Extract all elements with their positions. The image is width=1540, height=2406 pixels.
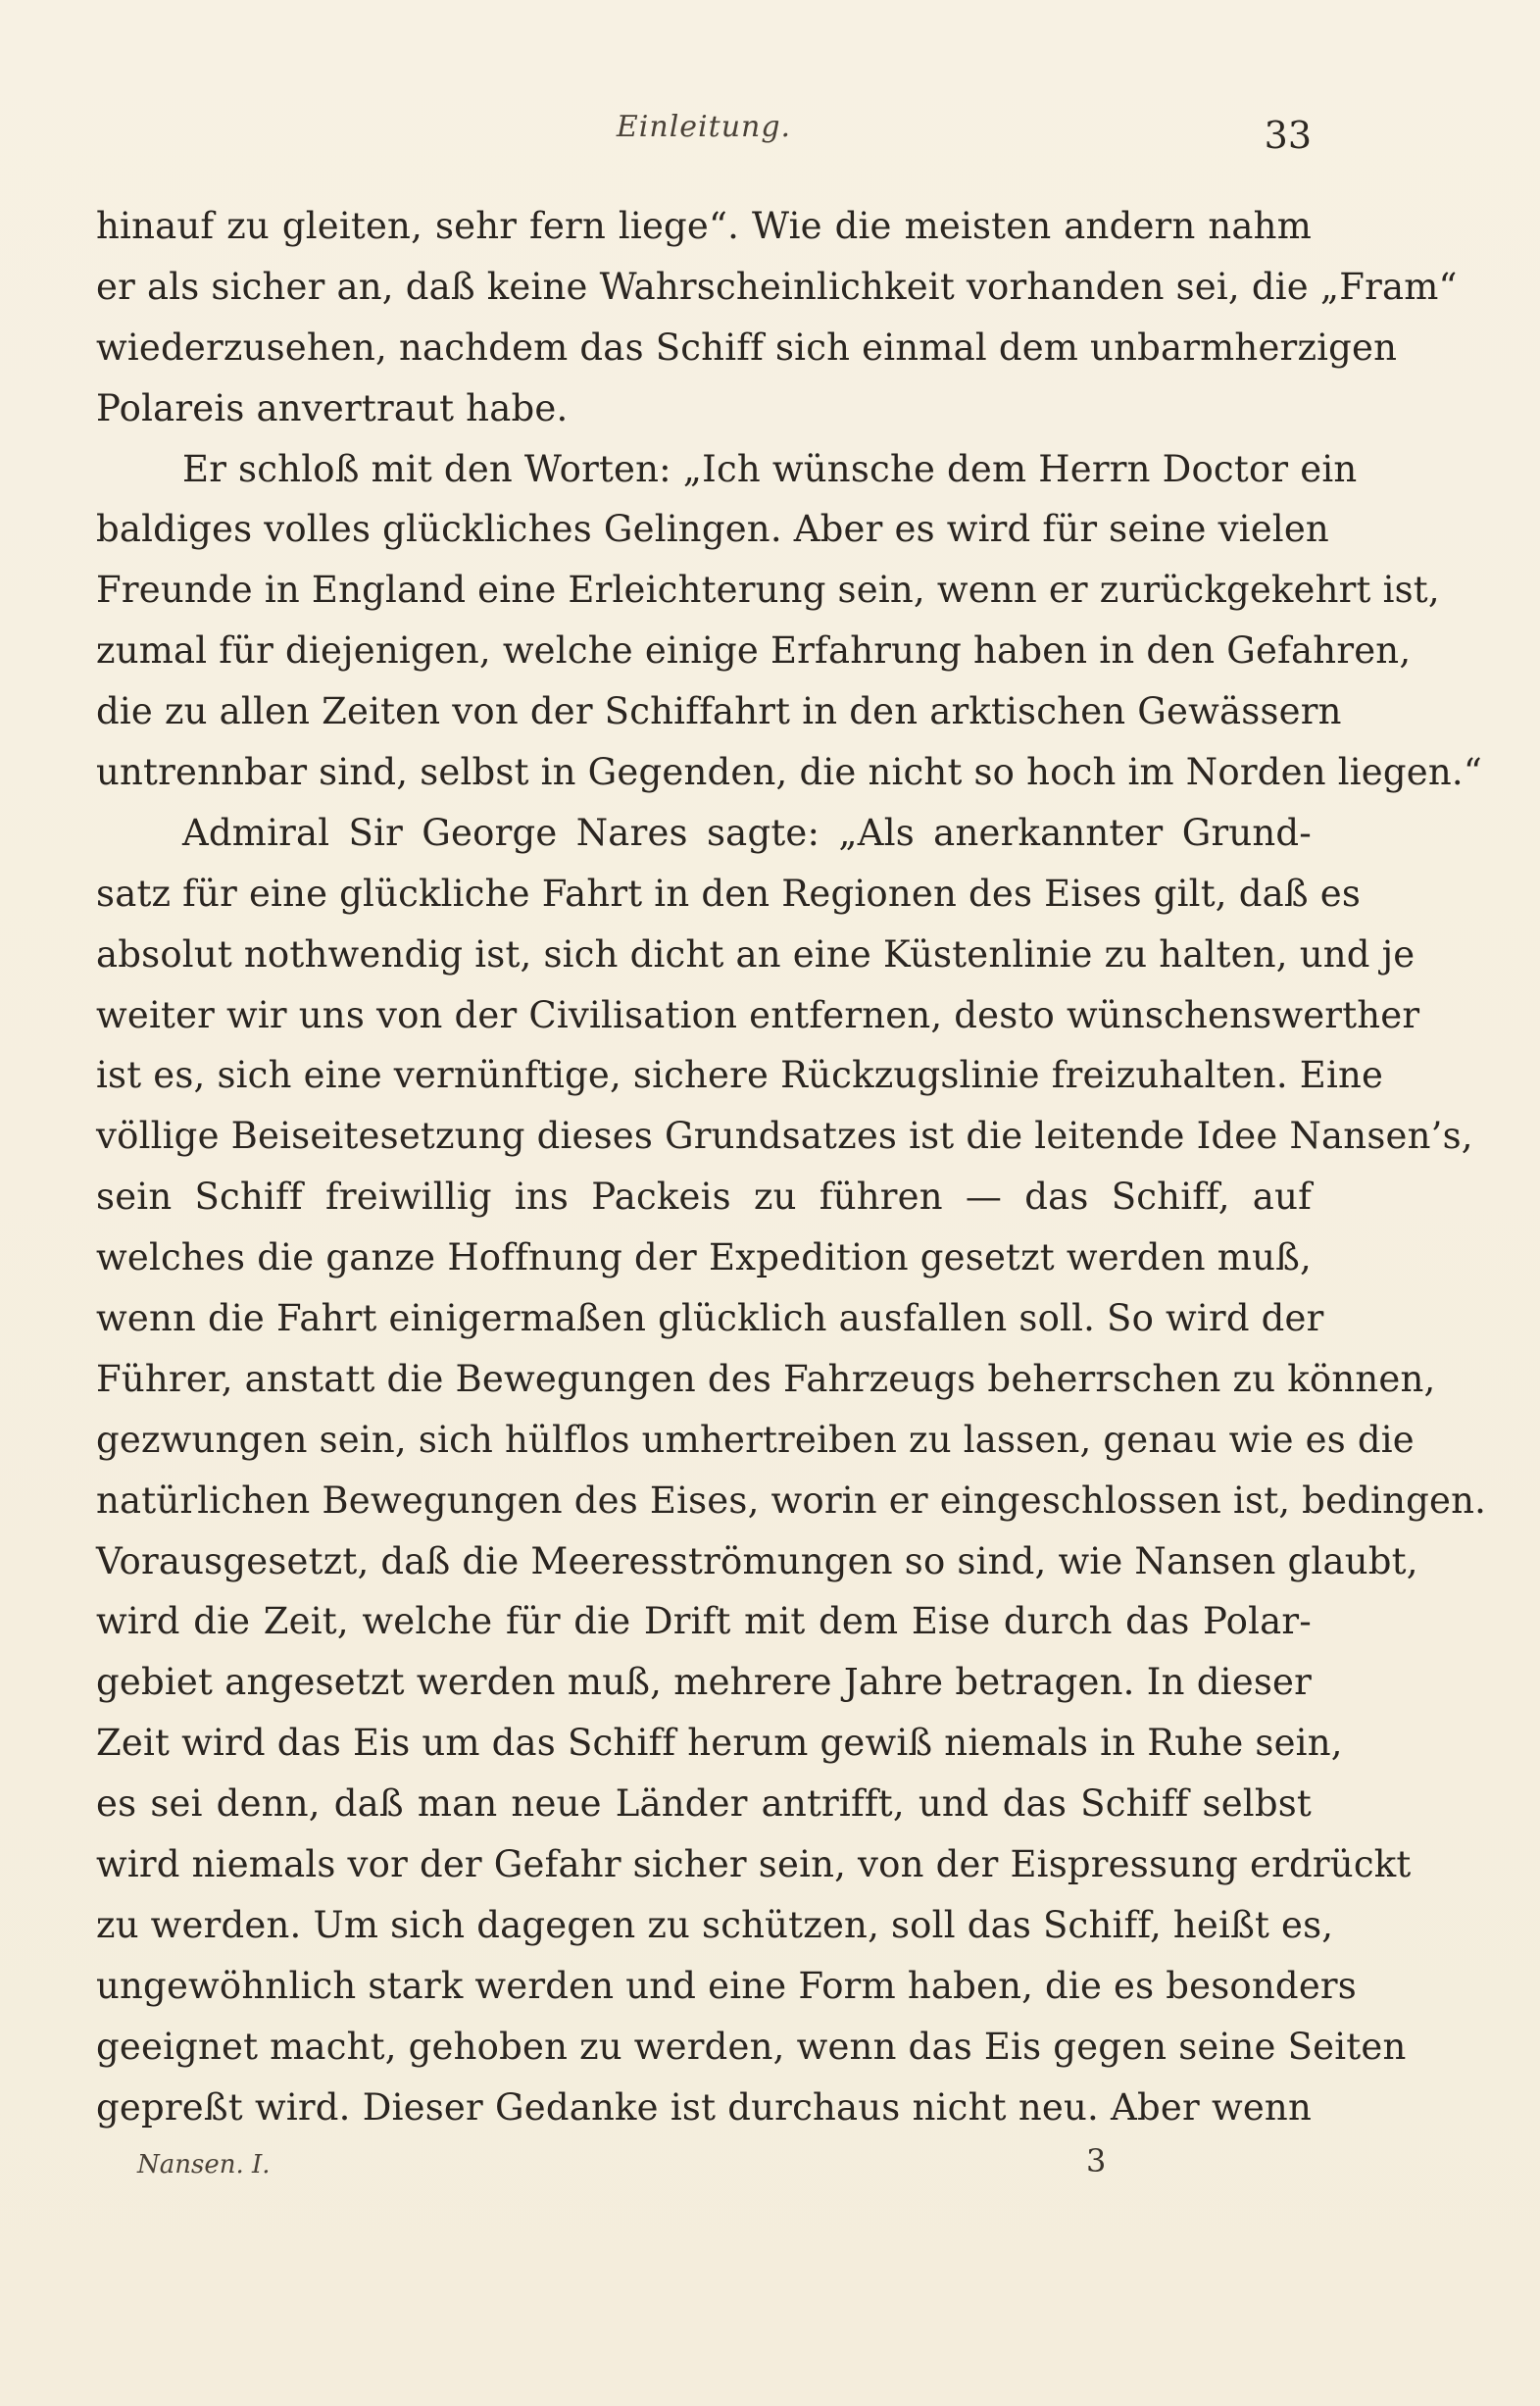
text-line: baldiges volles glückliches Gelingen. Aber es wird für seine vielen [96,508,1329,551]
signature-mark: 3 [1086,2142,1107,2180]
text-line: ist es, sich eine vernünftige, sichere Rückzugslinie freizuhalten. Eine [96,1054,1384,1097]
text-line: Führer, anstatt die Bewegungen des Fahrzeugs beherrschen zu können, [96,1357,1436,1400]
text-line: Er schloß mit den Worten: „Ich wünsche dem Herrn Doctor ein [182,447,1358,490]
text-line: untrennbar sind, selbst in Gegenden, die nicht so hoch im Norden liegen.“ [96,751,1482,794]
text-line: absolut nothwendig ist, sich dicht an eine Küstenlinie zu halten, und je [96,932,1416,976]
text-line: Vorausgesetzt, daß die Meeresströmungen so sind, wie Nansen glaubt, [96,1539,1418,1582]
text-line: zu werden. Um sich dagegen zu schützen, soll das Schiff, heißt es, [96,1903,1334,1946]
text-line: natürlichen Bewegungen des Eises, worin er eingeschlossen ist, bedingen. [96,1479,1487,1522]
text-line: er als sicher an, daß keine Wahrscheinlichkeit vorhanden sei, die „Fram“ [96,265,1458,308]
page-number: 33 [1264,114,1312,157]
text-line: weiter wir uns von der Civilisation entfernen, desto wünschenswerther [96,993,1420,1036]
text-line: sein Schiff freiwillig ins Packeis zu führen — das Schiff, auf [96,1176,1312,1219]
running-head [96,110,1312,159]
text-line: Zeit wird das Eis um das Schiff herum gewiß niemals in Ruhe sein, [96,1722,1343,1765]
text-line: es sei denn, daß man neue Länder antrifft, und das Schiff selbst [96,1782,1312,1826]
body-text [96,196,1487,2138]
text-line: ungewöhnlich stark werden und eine Form haben, die es besonders [96,1964,1357,2007]
page-footer [137,2142,1118,2181]
text-line: Admiral Sir George Nares sagte: „Als anerkannter Grund- [182,811,1312,854]
text-line: völlige Beiseitesetzung dieses Grundsatzes ist die leitende Idee Nansen’s, [96,1115,1473,1158]
text-line: welches die ganze Hoffnung der Expedition gesetzt werden muß, [96,1236,1312,1279]
text-line: die zu allen Zeiten von der Schiffahrt in den arktischen Gewässern [96,690,1342,733]
text-line: gebiet angesetzt werden muß, mehrere Jahre betragen. In dieser [96,1661,1312,1704]
text-line: Polareis anvertraut habe. [96,386,569,429]
text-line: gepreßt wird. Dieser Gedanke ist durchaus nicht neu. Aber wenn [96,2085,1312,2129]
text-line: geeignet macht, gehoben zu werden, wenn das Eis gegen seine Seiten [96,2025,1407,2068]
text-line: wird die Zeit, welche für die Drift mit dem Eise durch das Polar- [96,1600,1312,1643]
text-line: satz für eine glückliche Fahrt in den Regionen des Eises gilt, daß es [96,872,1362,915]
text-line: wenn die Fahrt einigermaßen glücklich ausfallen soll. So wird der [96,1297,1324,1340]
text-line: zumal für diejenigen, welche einige Erfahrung haben in den Gefahren, [96,629,1412,673]
footer-author: Nansen. I. [137,2150,271,2180]
text-line: wird niemals vor der Gefahr sicher sein, von der Eispressung erdrückt [96,1843,1412,1886]
text-line: gezwungen sein, sich hülflos umhertreiben zu lassen, genau wie es die [96,1418,1415,1461]
text-line: hinauf zu gleiten, sehr fern liege“. Wie die meisten andern nahm [96,205,1312,247]
running-title: Einleitung. [616,110,792,144]
text-line: wiederzusehen, nachdem das Schiff sich einmal dem unbarmherzigen [96,326,1398,369]
text-line: Freunde in England eine Erleichterung sein, wenn er zurückgekehrt ist, [96,569,1440,612]
